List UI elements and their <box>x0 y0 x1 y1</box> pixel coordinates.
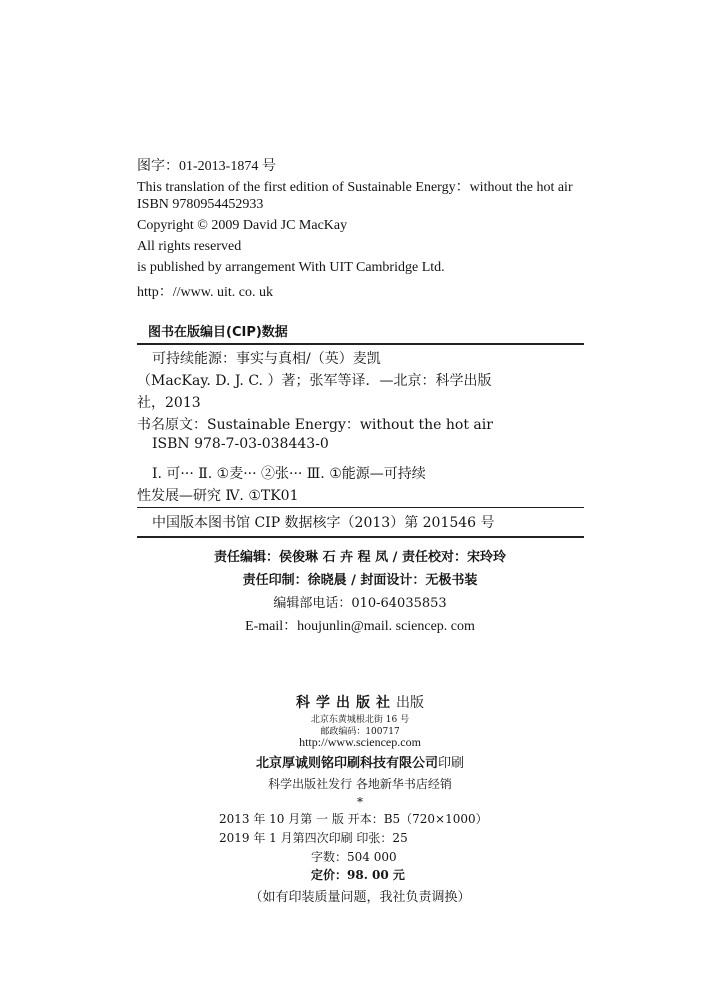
cip-classification: 性发展—研究 Ⅳ. ①TK01 <box>137 488 299 504</box>
printer-suffix: 印刷 <box>438 756 465 771</box>
cip-line: 社，2013 <box>137 395 201 411</box>
publisher-url: http://www.sciencep.com <box>299 735 421 749</box>
cip-bottom-rule <box>137 536 584 538</box>
publisher-postcode: 邮政编码：100717 <box>320 727 400 737</box>
distribution-line: 科学出版社发行 各地新华书店经销 <box>268 777 452 791</box>
quality-notice: （如有印装质量问题，我社负责调换） <box>249 890 471 905</box>
cip-line: 可持续能源：事实与真相/（英）麦凯 <box>152 351 381 367</box>
print-design-line: 责任印制：徐晓晨 / 封面设计：无极书装 <box>242 573 478 588</box>
price: 定价：98. 00 元 <box>311 868 405 882</box>
cip-title: 图书在版编目(CIP)数据 <box>148 325 288 340</box>
phone-line: 编辑部电话：010-64035853 <box>273 596 447 611</box>
website-line: http：//www. uit. co. uk <box>137 285 273 300</box>
first-edition-line: 2013 年 10 月第 一 版 开本：B5（720×1000） <box>219 812 488 826</box>
publisher-title <box>0 692 720 712</box>
separator-star: * <box>357 795 363 809</box>
cip-isbn: ISBN 978-7-03-038443-0 <box>152 436 329 452</box>
email-line: E-mail：houjunlin@mail. sciencep. com <box>245 619 475 634</box>
cip-mid-rule <box>137 507 584 508</box>
editors-line: 责任编辑：侯俊琳 石 卉 程 凤 / 责任校对：宋玲玲 <box>214 550 506 565</box>
copyright-line: Copyright © 2009 David JC MacKay <box>137 218 348 233</box>
reprint-line: 2019 年 1 月第四次印刷 印张：25 <box>219 831 408 845</box>
translation-note: This translation of the first edition of Sustainable Energy：without the hot air <box>137 180 573 195</box>
printer-line <box>0 752 720 771</box>
publisher-address: 北京东黄城根北街 16 号 <box>310 715 410 725</box>
cip-classification: Ⅰ. 可··· Ⅱ. ①麦··· ②张··· Ⅲ. ①能源—可持续 <box>152 466 426 482</box>
cip-line: 书名原文：Sustainable Energy：without the hot air <box>137 417 493 433</box>
cip-line: （MacKay. D. J. C. ）著；张军等译．—北京：科学出版 <box>137 373 492 389</box>
publisher-name: 科学出版社 <box>296 695 396 711</box>
word-count: 字数：504 000 <box>311 850 397 864</box>
license-number: 图字：01-2013-1874 号 <box>137 159 276 174</box>
original-isbn: ISBN 9780954452933 <box>137 197 264 212</box>
rights-line: All rights reserved <box>137 239 242 254</box>
publisher-suffix: 出版 <box>396 695 424 711</box>
cip-top-rule <box>137 343 584 345</box>
printer-name: 北京厚诚则铭印刷科技有限公司 <box>255 756 438 771</box>
cip-core-number: 中国版本图书馆 CIP 数据核字（2013）第 201546 号 <box>152 515 495 531</box>
arrangement-line: is published by arrangement With UIT Cambridge Ltd. <box>137 260 445 275</box>
